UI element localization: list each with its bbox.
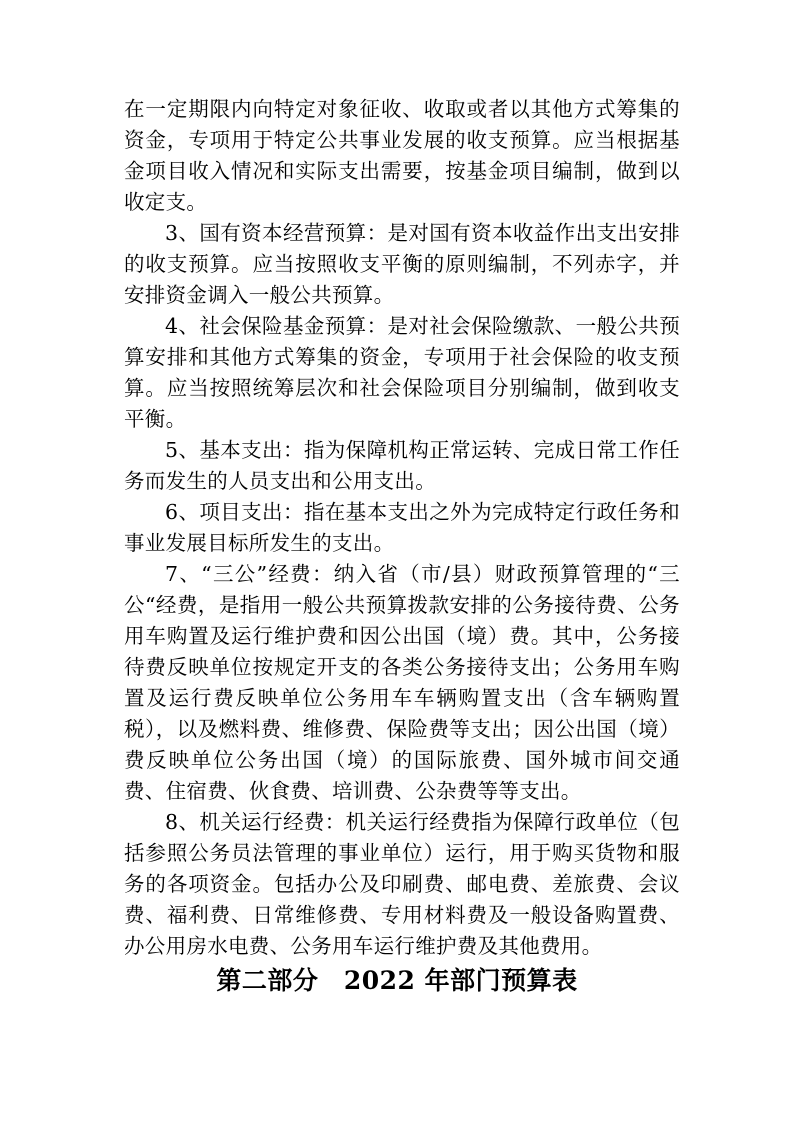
paragraph-three-public-expenses: 7、“三公”经费：纳入省（市/县）财政预算管理的“三公“经费，是指用一般公共预算拨款安排的公务接待费、公务用车购置及运行维护费和因公出国（境）费。其中，公务接待费反映单位按规定开支的各类公务接待支出；公务用车购置及运行费反映单位公务用车车辆购置支出（含车辆购置税），以及燃料费、维修费、保险费等支出；因公出国（境）费反映单位公务出国（境）的国际旅费、国外城市间交通费、住宿费、伙食费、培训费、公杂费等等支出。 [124, 562, 680, 803]
section-title: 第二部分 2022 年部门预算表 [216, 966, 578, 995]
body-text [124, 94, 680, 962]
paragraph-project-expenditure: 6、项目支出：指在基本支出之外为完成特定行政任务和事业发展目标所发生的支出。 [124, 500, 680, 555]
paragraph-fund-budget-continued: 在一定期限内向特定对象征收、收取或者以其他方式筹集的资金，专项用于特定公共事业发展的收支预算。应当根据基金项目收入情况和实际支出需要，按基金项目编制，做到以收定支。 [124, 97, 680, 214]
paragraph-basic-expenditure: 5、基本支出：指为保障机构正常运转、完成日常工作任务而发生的人员支出和公用支出。 [124, 438, 680, 493]
paragraph-operating-expenses: 8、机关运行经费：机关运行经费指为保障行政单位（包括参照公务员法管理的事业单位）运行，用于购买货物和服务的各项资金。包括办公及印刷费、邮电费、差旅费、会议费、福利费、日常维修费、专用材料费及一般设备购置费、办公用房水电费、公务用车运行维护费及其他费用。 [124, 810, 680, 958]
paragraph-state-capital-budget: 3、国有资本经营预算：是对国有资本收益作出支出安排的收支预算。应当按照收支平衡的原则编制，不列赤字，并安排资金调入一般公共预算。 [124, 221, 680, 307]
paragraph-social-insurance-budget: 4、社会保险基金预算：是对社会保险缴款、一般公共预算安排和其他方式筹集的资金，专项用于社会保险的收支预算。应当按照统筹层次和社会保险项目分别编制，做到收支平衡。 [124, 314, 680, 431]
